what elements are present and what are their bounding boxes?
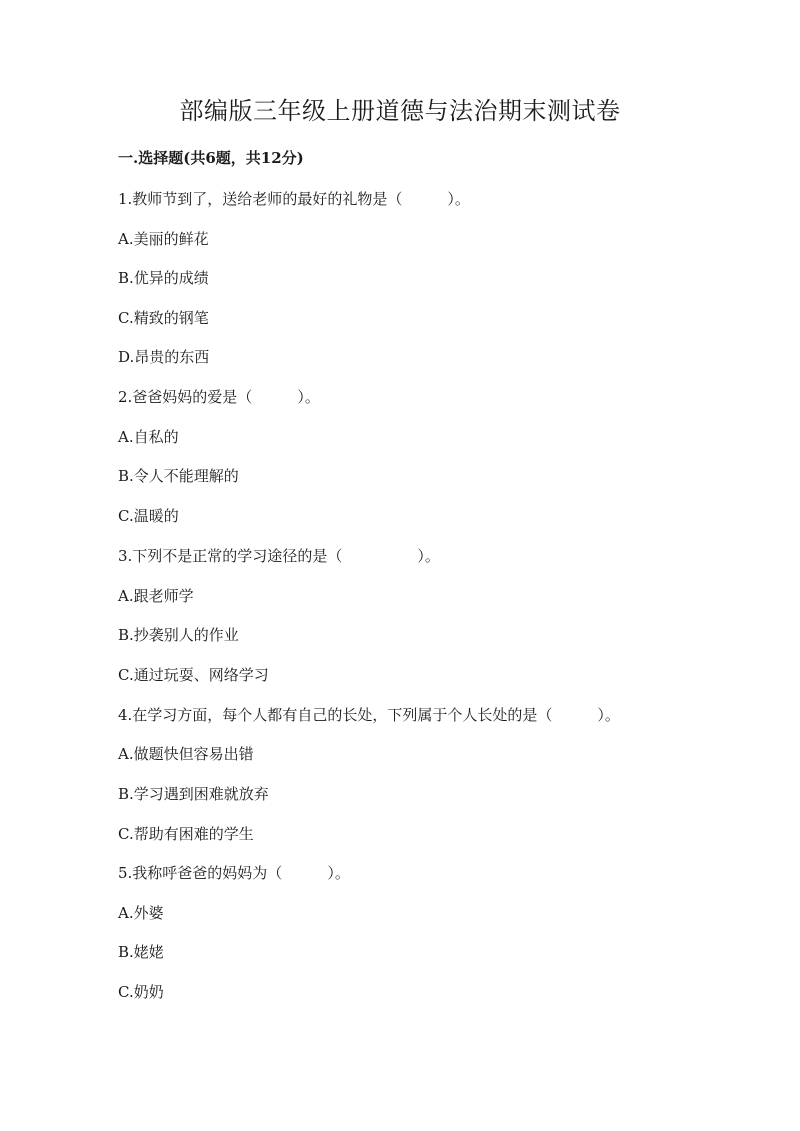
question-option: D.昂贵的东西 — [118, 348, 210, 366]
question-option: B.学习遇到困难就放弃 — [118, 785, 269, 803]
question-option: B.姥姥 — [118, 943, 164, 961]
question-stem: 4.在学习方面，每个人都有自己的长处，下列属于个人长处的是（ ）。 — [118, 706, 620, 724]
question-option: A.美丽的鲜花 — [118, 230, 209, 248]
question-option: A.做题快但容易出错 — [118, 745, 254, 763]
question-stem: 5.我称呼爸爸的妈妈为（ ）。 — [118, 864, 350, 882]
page-title: 部编版三年级上册道德与法治期末测试卷 — [179, 97, 621, 125]
question-option: C.精致的钢笔 — [118, 309, 209, 327]
question-stem: 3.下列不是正常的学习途径的是（ ）。 — [118, 547, 440, 565]
question-option: B.抄袭别人的作业 — [118, 626, 239, 644]
question-stem: 2.爸爸妈妈的爱是（ ）。 — [118, 388, 320, 406]
question-option: C.奶奶 — [118, 983, 164, 1001]
question-option: C.通过玩耍、网络学习 — [118, 666, 269, 684]
question-option: A.自私的 — [118, 428, 179, 446]
question-option: C.帮助有困难的学生 — [118, 825, 254, 843]
question-option: A.外婆 — [118, 904, 164, 922]
question-option: A.跟老师学 — [118, 587, 194, 605]
question-option: B.优异的成绩 — [118, 269, 209, 287]
question-option: B.令人不能理解的 — [118, 467, 239, 485]
section-heading: 一.选择题(共6题，共12分) — [118, 149, 304, 167]
question-stem: 1.教师节到了，送给老师的最好的礼物是（ ）。 — [118, 190, 470, 208]
question-option: C.温暖的 — [118, 507, 179, 525]
